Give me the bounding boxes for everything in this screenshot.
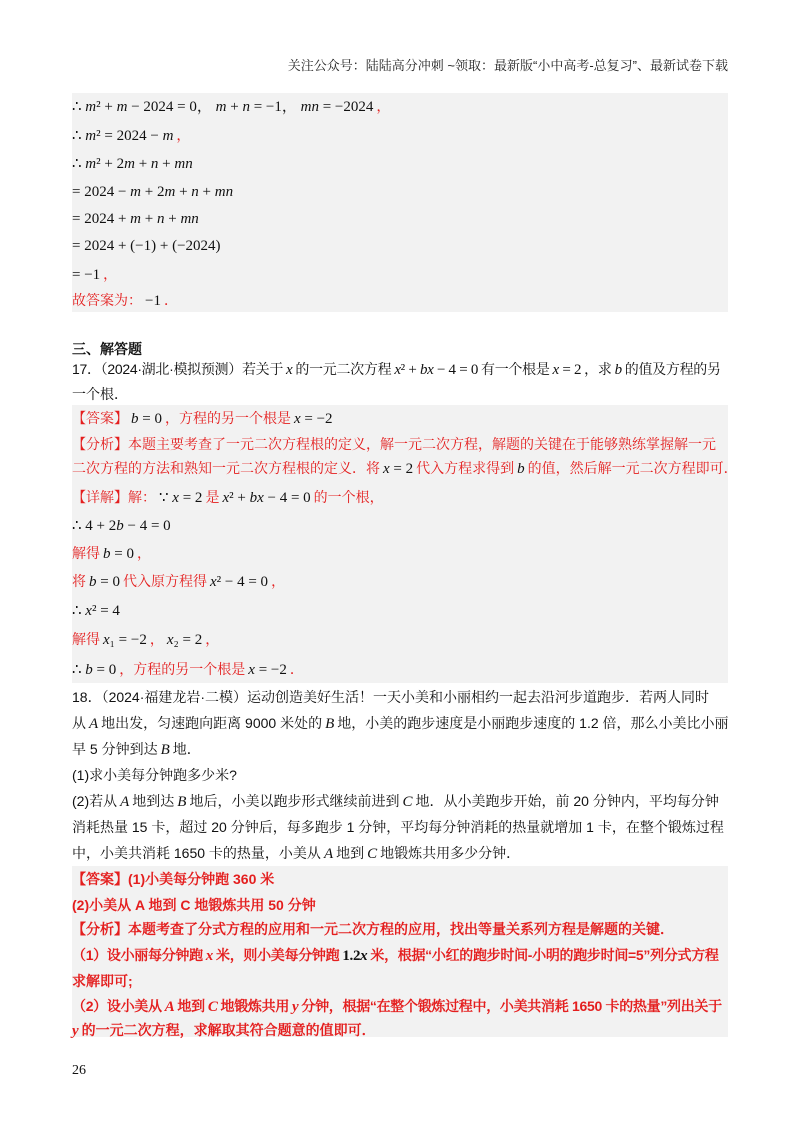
question-18-subquestion-1 [72,765,237,785]
answer-line [72,869,274,889]
text-segment: ， [271,573,286,589]
math-variable: n [242,99,250,115]
math-expression [286,362,292,378]
text-segment: 从 [72,715,86,731]
question-18-stem-line [72,739,201,759]
text-segment: 【分析】本题考查了分式方程的应用和一元二次方程的应用，找出等量关系列方程是解题的关键． [72,921,674,937]
math-expression: = 2024 − m + 2m + n + mn [72,184,234,200]
math-variable: x [383,461,390,477]
math-expression: b = 0 [131,411,162,427]
text-segment: 地． [172,741,201,757]
text-segment: 的值，然后解一元二次方程即可． [527,460,738,476]
text-segment: 分钟，根据“在整个锻炼过程中，小美共消耗 1650 卡的热量”列出关于 [301,998,722,1014]
math-variable: C [207,999,218,1015]
question-18-stem-line [72,687,709,707]
text-segment: 代入方程求得到 [416,460,515,476]
math-variable: A [323,846,334,862]
solution-line [72,96,390,116]
math-variable: m [214,184,226,200]
math-variable: C [402,794,413,810]
math-variable: B [160,742,170,758]
math-variable: x [257,490,264,506]
text-segment: 米，则小美每分钟跑 [216,947,340,963]
text-segment: 是 [205,489,220,505]
math-expression [325,716,334,732]
text-segment: ， [103,266,118,282]
math-variable: m [85,156,97,172]
math-expression [402,794,412,810]
text-segment: （1）设小丽每分钟跑 [72,947,203,963]
detail-line [72,629,219,649]
analysis-line [72,458,738,478]
text-segment: 地锻炼共用多少分钟． [380,845,521,861]
math-expression [208,999,218,1015]
solution-line [72,264,117,284]
math-variable: x [286,362,293,378]
math-expression: x² + bx − 4 = 0 [222,490,311,506]
math-variable: m [130,184,142,200]
math-expression: b = 0 [89,574,120,590]
math-variable: A [89,716,99,732]
detail-line [72,659,304,679]
analysis-line [72,434,716,454]
math-expression: ∴ b = 0 [72,662,117,678]
solution-line [72,125,190,145]
text-segment: ， [149,631,164,647]
math-variable: x [552,362,559,378]
text-segment: 【答案】(1)小美每分钟跑 360 米 [72,871,275,887]
math-expression [177,794,186,810]
text-segment: 【详解】解： [72,489,156,505]
text-segment: ， [376,98,391,114]
math-variable: x [293,411,301,427]
math-variable: n [225,184,234,200]
math-expression [89,716,98,732]
answer-line [72,895,316,915]
math-variable: y [72,1023,79,1039]
detail-line [72,487,384,507]
math-expression: ∴ m² + 2m + n + mn [72,156,193,172]
math-expression: 1.2x [342,948,368,964]
math-variable: m [85,99,97,115]
math-variable: m [174,156,186,172]
text-segment: 的一元二次方程，求解取其符合题意的值即可． [81,1022,376,1038]
math-variable: m [215,99,227,115]
text-segment: 解得 [72,545,100,561]
math-variable: y [292,999,299,1015]
text-segment: 的值及方程的另 [624,361,721,377]
detail-line [72,571,285,591]
math-expression: b = 0 [103,546,134,562]
math-variable: m [164,184,176,200]
math-variable: x [172,490,179,506]
math-variable: x [85,603,92,619]
math-variable: m [85,128,97,144]
math-variable: x [394,362,401,378]
math-expression [367,846,377,862]
question-18-stem-line [72,843,520,863]
text-segment: 求解即可; [72,973,133,989]
text-segment: ，方程的另一个根是 [164,410,291,426]
text-segment: ． [289,661,304,677]
text-segment: ， [205,631,220,647]
math-variable: x [427,362,434,378]
math-expression: x = 2 [383,461,414,477]
text-segment: 故答案为： [72,292,142,308]
text-segment: 地．从小美跑步开始，前 20 分钟内，平均每分钟 [415,793,719,809]
text-segment: (2)若从 [72,793,118,809]
text-segment: ， [136,545,151,561]
text-segment: (2)小美从 A 地到 C 地锻炼共用 50 分钟 [72,897,316,913]
math-variable: m [116,99,128,115]
page-header: 关注公众号：陆陆高分冲刺 ~领取：最新版“小中高考-总复习”、最新试卷下载 [287,58,728,73]
analysis-line [72,971,133,991]
text-segment: （2）设小美从 [72,998,162,1014]
text-segment: 早 5 分钟到达 [72,741,158,757]
math-variable: n [150,156,159,172]
math-expression: ∴ m² = 2024 − m [72,128,174,144]
solution-line [72,208,202,228]
math-expression: −1 [145,293,161,309]
math-expression: = 2024 + m + n + mn [72,211,199,227]
math-expression [292,999,298,1015]
math-expression: = −1 [72,267,101,283]
text-segment: 18．（2024·福建龙岩·二模）运动创造美好生活！一天小美和小丽相约一起去沿河步道跑步．若两人同时 [72,689,710,705]
math-expression: x₁ = −2 [103,632,147,648]
math-variable: x [360,948,368,964]
page-number: 26 [72,1063,86,1078]
math-variable: m [162,128,174,144]
analysis-line [72,945,719,965]
text-segment: 地后，小美以跑步形式继续前进到 [189,793,400,809]
question-17-stem-line [72,384,128,404]
math-variable: b [614,362,622,378]
text-segment: 地出发，匀速跑向距离 9000 米处的 [101,715,323,731]
text-segment: (1)求小美每分钟跑多少米? [72,767,237,783]
math-variable: x [209,574,217,590]
math-variable: b [103,546,111,562]
math-expression: ∴ 4 + 2b − 4 = 0 [72,518,171,534]
math-variable: m [300,99,312,115]
text-segment: 一个根． [72,386,128,402]
math-variable: A [120,794,130,810]
math-expression: x = −2 [248,662,287,678]
math-variable: b [517,461,525,477]
math-variable: n [156,211,165,227]
answer-label: 【答案】 [72,410,128,426]
math-expression: x² − 4 = 0 [209,574,269,590]
text-segment: 17．（2024·湖北·模拟预测）若关于 [72,361,284,377]
question-18-subquestion-2 [72,791,719,811]
analysis-line [72,919,674,939]
section-heading: 三、解答题 [72,341,142,357]
text-segment: 的一个根， [313,489,384,505]
text-segment: ，方程的另一个根是 [119,661,246,677]
answer-line [72,408,336,428]
math-variable: m [180,211,192,227]
math-variable: n [311,99,319,115]
math-expression: x₂ = 2 [166,632,203,648]
math-variable: x [103,632,110,648]
math-expression [165,999,175,1015]
solution-line [72,181,236,201]
math-variable: n [191,211,199,227]
math-variable: b [419,362,428,378]
solution-line [72,235,224,255]
text-segment: 米，根据“小红的跑步时间-小明的跑步时间=5”列分式方程 [370,947,719,963]
text-segment: 的一元二次方程 [295,361,392,377]
analysis-line [72,996,722,1016]
math-expression: ∴ x² = 4 [72,603,120,619]
math-variable: x [205,948,213,964]
math-expression: ∴ m² + m − 2024 = 0， m + n = −1， mn = −2024 [72,99,374,115]
math-expression [161,742,170,758]
text-segment: 地到达 [132,793,175,809]
math-expression [206,948,213,964]
math-variable: b [85,662,93,678]
math-variable: m [124,156,135,172]
text-segment: ， [176,127,191,143]
math-expression [72,1023,79,1039]
text-segment: 地，小美的跑步速度是小丽跑步速度的 1.2 倍，那么小美比小丽 [337,715,729,731]
text-segment: 地到 [336,845,365,861]
math-variable: A [164,999,175,1015]
math-variable: b [89,574,97,590]
detail-line [72,515,174,535]
math-expression [120,794,129,810]
question-18-stem-line [72,817,724,837]
text-segment: ． [163,292,178,308]
solution-line [72,153,196,173]
detail-line [72,543,151,563]
math-variable: b [249,490,258,506]
text-segment: 中，小美共消耗 1650 卡的热量，小美从 [72,845,321,861]
text-segment: ，求 [584,361,612,377]
question-18-stem-line [72,713,729,733]
text-segment: 将 [72,573,86,589]
analysis-line [72,1020,376,1040]
text-segment: 代入原方程得 [122,573,207,589]
math-expression: x = −2 [293,411,333,427]
text-segment: 二次方程的方法和熟知一元二次方程根的定义．将 [72,460,380,476]
math-variable: C [367,846,378,862]
math-expression [615,362,622,378]
math-variable: n [191,184,199,200]
text-segment: 解得 [72,631,100,647]
math-variable: x [222,490,230,506]
math-expression [324,846,333,862]
math-variable: m [130,211,142,227]
math-expression: = 2024 + (−1) + (−2024) [72,238,221,254]
text-segment: 地锻炼共用 [220,998,290,1014]
text-segment: 有一个根是 [481,361,550,377]
math-expression: ∵ x = 2 [159,490,203,506]
math-variable: x [166,632,174,648]
math-variable: b [131,411,139,427]
math-variable: x [248,662,255,678]
text-segment: 消耗热量 15 卡，超过 20 分钟后，每多跑步 1 分钟，平均每分钟消耗的热量就增加 1 卡，在整个锻炼过程 [72,819,724,835]
final-answer-line [72,290,178,310]
math-expression [517,461,525,477]
math-variable: B [325,716,335,732]
math-variable: n [185,156,193,172]
math-variable: b [116,518,124,534]
question-17-stem-line [72,359,721,379]
text-segment: 【分析】本题主要考查了一元二次方程根的定义，解一元二次方程，解题的关键在于能够熟练掌握解一元 [72,436,716,452]
math-variable: B [177,794,187,810]
detail-line [72,600,123,620]
math-expression: x² + bx − 4 = 0 [394,362,479,378]
text-segment: 地到 [177,998,205,1014]
math-expression: x = 2 [552,362,582,378]
